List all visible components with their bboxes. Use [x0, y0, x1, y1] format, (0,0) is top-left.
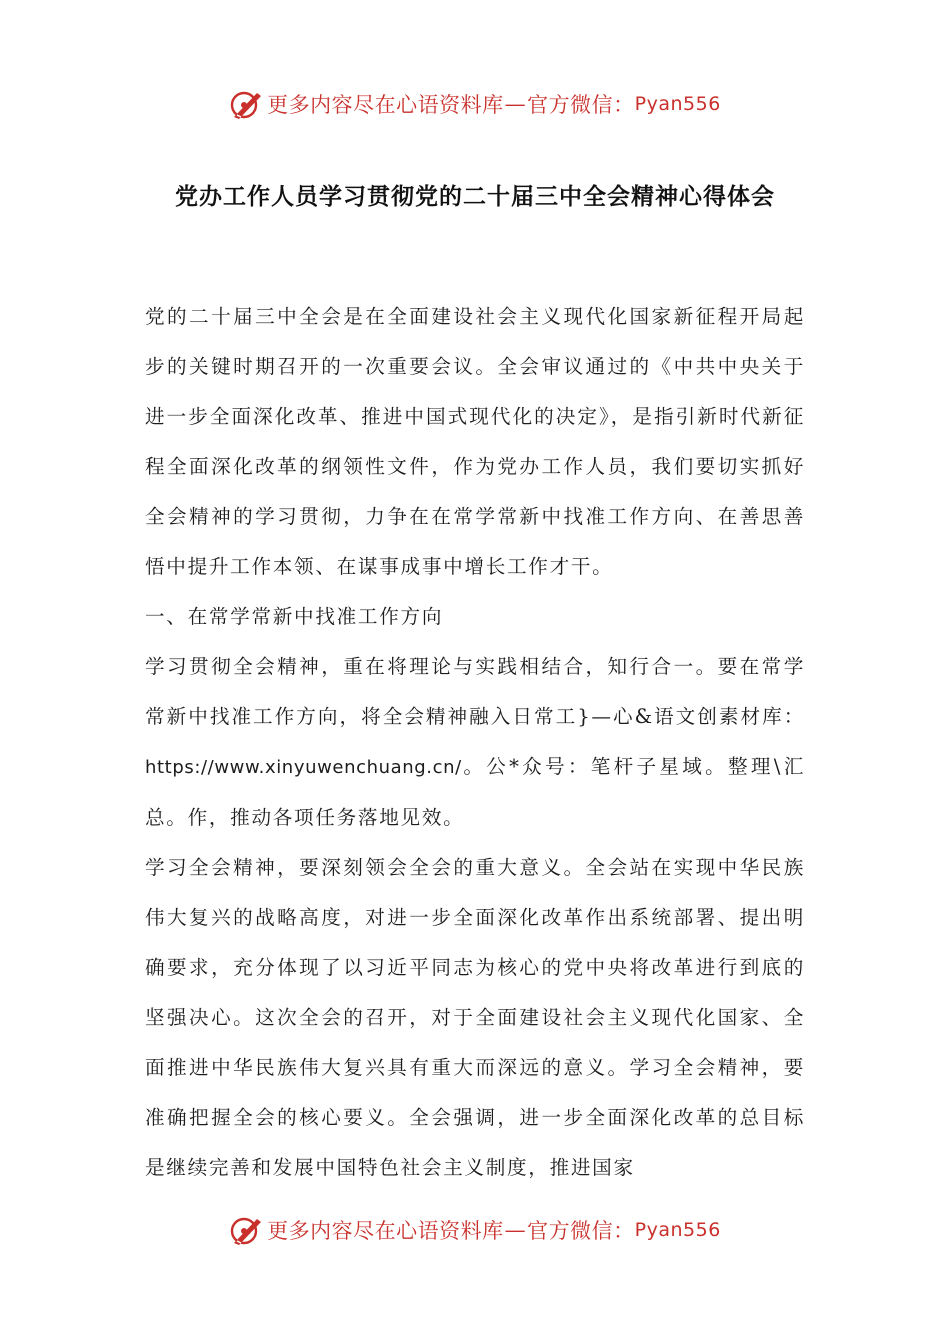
- footer-banner: [0, 1210, 950, 1250]
- pen-circle-icon: [229, 87, 263, 121]
- paragraph-intro: 党的二十届三中全会是在全面建设社会主义现代化国家新征程开局起步的关键时期召开的一次重要会议。全会审议通过的《中共中央关于进一步全面深化改革、推进中国式现代化的决定》，是指引新时代新征程全面深化改革的纲领性文件，作为党办工作人员，我们要切实抓好全会精神的学习贯彻，力争在在常学常新中找准工作方向、在善思善悟中提升工作本领、在谋事成事中增长工作才干。: [145, 305, 805, 578]
- paragraph-practice-tail: 。公*众号：笔杆子星域。整理\汇总。作，推动各项任务落地见效。: [145, 755, 805, 829]
- document-body: [145, 292, 805, 1193]
- banner-text: 更多内容尽在心语资料库: [267, 1219, 504, 1243]
- pen-circle-icon: [229, 1213, 263, 1247]
- paragraph-practice-text: 学习贯彻全会精神，重在将理论与实践相结合，知行合一。要在常学常新中找准工作方向，将全会精神融入日常工}—心&语文创素材库：: [145, 655, 805, 728]
- paragraph-practice: [145, 642, 805, 843]
- resource-url: https://www.xinyuwenchuang.cn/: [145, 757, 462, 778]
- banner-dash: —: [504, 92, 527, 116]
- paragraph-significance: 学习全会精神，要深刻领会全会的重大意义。全会站在实现中华民族伟大复兴的战略高度，对进一步全面深化改革作出系统部署、提出明确要求，充分体现了以习近平同志为核心的党中央将改革进行到底的坚强决心。这次全会的召开，对于全面建设社会主义现代化国家、全面推进中华民族伟大复兴具有重大而深远的意义。学习全会精神，要准确把握全会的核心要义。全会强调，进一步全面深化改革的总目标是继续完善和发展中国特色社会主义制度，推进国家: [145, 856, 805, 1179]
- banner-dash: —: [504, 1218, 527, 1242]
- section-heading-1: 一、在常学常新中找准工作方向: [145, 605, 444, 628]
- banner-wechat-id: Pyan556: [634, 1219, 721, 1241]
- header-banner: [0, 84, 950, 124]
- banner-wechat-id: Pyan556: [634, 93, 721, 115]
- banner-wechat-label: 官方微信：: [527, 93, 635, 117]
- banner-text: 更多内容尽在心语资料库: [267, 93, 504, 117]
- banner-wechat-label: 官方微信：: [527, 1219, 635, 1243]
- document-title: 党办工作人员学习贯彻党的二十届三中全会精神心得体会: [175, 183, 775, 210]
